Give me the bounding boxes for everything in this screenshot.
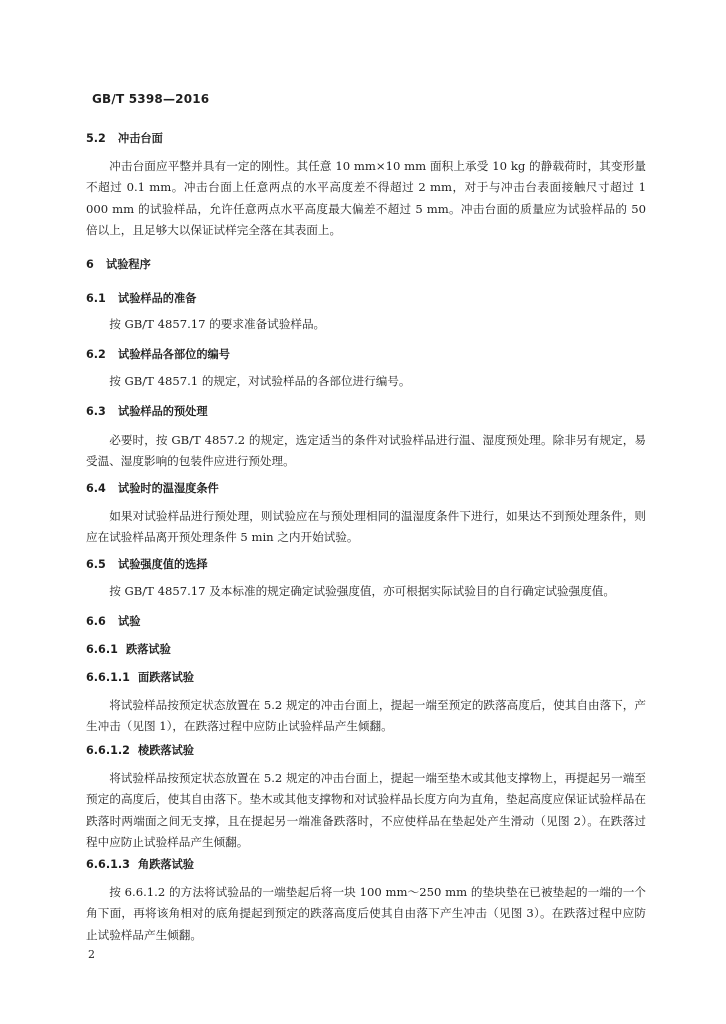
section-title: 试验样品各部位的编号 bbox=[118, 348, 230, 361]
paragraph-6-6-1-1: 将试验样品按预定状态放置在 5.2 规定的冲击台面上，提起一端至预定的跌落高度后，使其自由落下，产生冲击（见图 1），在跌落过程中应防止试验样品产生倾翻。 bbox=[86, 698, 646, 734]
section-title: 冲击台面 bbox=[118, 132, 163, 145]
paragraph-6-1: 按 GB/T 4857.17 的要求准备试验样品。 bbox=[109, 317, 326, 331]
section-title: 试验 bbox=[118, 615, 141, 628]
section-number: 6.4 bbox=[86, 482, 106, 495]
section-number: 6.3 bbox=[86, 405, 106, 418]
paragraph-6-6-1-2: 将试验样品按预定状态放置在 5.2 规定的冲击台面上，提起一端至垫木或其他支撑物上，再提起另一端至预定的高度后，使其自由落下。垫木或其他支撑物和对试验样品长度方向为直角，垫起高度应保证试验样品在跌落时两端面之间无支撑，且在提起另一端准备跌落时，不应使样品在垫起处产生滑动（见图 2）。在跌落过程中应防止试验样品产生倾翻。 bbox=[86, 771, 646, 850]
section-number: 5.2 bbox=[86, 132, 106, 145]
section-title: 跌落试验 bbox=[126, 643, 171, 656]
section-heading-6-6-1-1 bbox=[86, 671, 194, 685]
section-heading-6-5 bbox=[86, 558, 208, 572]
section-number: 6.6 bbox=[86, 615, 106, 628]
section-heading-5-2 bbox=[86, 132, 163, 146]
section-heading-6-3 bbox=[86, 405, 208, 419]
section-title: 试验样品的准备 bbox=[118, 292, 197, 305]
section-number: 6.6.1.3 bbox=[86, 858, 130, 871]
section-title: 试验强度值的选择 bbox=[118, 558, 208, 571]
section-title: 面跌落试验 bbox=[138, 671, 194, 684]
section-number: 6.6.1.2 bbox=[86, 744, 130, 757]
section-title: 试验程序 bbox=[106, 258, 151, 271]
paragraph-6-4: 如果对试验样品进行预处理，则试验应在与预处理相同的温湿度条件下进行，如果达不到预处理条件，则应在试验样品离开预处理条件 5 min 之内开始试验。 bbox=[86, 509, 646, 545]
section-heading-6-1 bbox=[86, 292, 196, 306]
page-number: 2 bbox=[88, 948, 95, 961]
standard-header: GB/T 5398—2016 bbox=[92, 92, 210, 106]
section-title: 棱跌落试验 bbox=[138, 744, 194, 757]
section-title: 角跌落试验 bbox=[138, 858, 194, 871]
section-heading-6-6-1-3 bbox=[86, 858, 194, 872]
section-heading-6-6-1-2 bbox=[86, 744, 194, 758]
paragraph-6-3: 必要时，按 GB/T 4857.2 的规定，选定适当的条件对试验样品进行温、湿度预处理。除非另有规定，易受温、湿度影响的包装件应进行预处理。 bbox=[86, 433, 646, 469]
section-number: 6.2 bbox=[86, 348, 106, 361]
section-heading-6-4 bbox=[86, 482, 219, 496]
section-number: 6.1 bbox=[86, 292, 106, 305]
section-heading-6-6 bbox=[86, 615, 140, 629]
paragraph-6-6-1-3: 按 6.6.1.2 的方法将试验品的一端垫起后将一块 100 mm～250 mm 的垫块垫在已被垫起的一端的一个角下面，再将该角相对的底角提起到预定的跌落高度后使其自由落下产生冲击（见图 3）。在跌落过程中应防止试验样品产生倾翻。 bbox=[86, 885, 646, 942]
section-heading-6-2 bbox=[86, 348, 230, 362]
paragraph-6-2: 按 GB/T 4857.1 的规定，对试验样品的各部位进行编号。 bbox=[109, 374, 411, 388]
section-number: 6 bbox=[86, 258, 94, 271]
paragraph-5-2: 冲击台面应平整并具有一定的刚性。其任意 10 mm×10 mm 面积上承受 10 kg 的静载荷时，其变形量不超过 0.1 mm。冲击台面上任意两点的水平高度差不得超过 2 mm，对于与冲击台表面接触尺寸超过 1 000 mm 的试验样品，允许任意两点水平高度最大偏差不超过 5 mm。冲击台面的质量应为试验样品的 50 倍以上，且足够大以保证试样完全落在其表面上。 bbox=[86, 159, 646, 238]
paragraph-6-5: 按 GB/T 4857.17 及本标准的规定确定试验强度值，亦可根据实际试验目的自行确定试验强度值。 bbox=[109, 584, 615, 598]
section-title: 试验样品的预处理 bbox=[118, 405, 208, 418]
section-title: 试验时的温湿度条件 bbox=[118, 482, 219, 495]
section-heading-6 bbox=[86, 258, 151, 272]
section-heading-6-6-1 bbox=[86, 643, 171, 657]
section-number: 6.6.1 bbox=[86, 643, 118, 656]
section-number: 6.6.1.1 bbox=[86, 671, 130, 684]
section-number: 6.5 bbox=[86, 558, 106, 571]
